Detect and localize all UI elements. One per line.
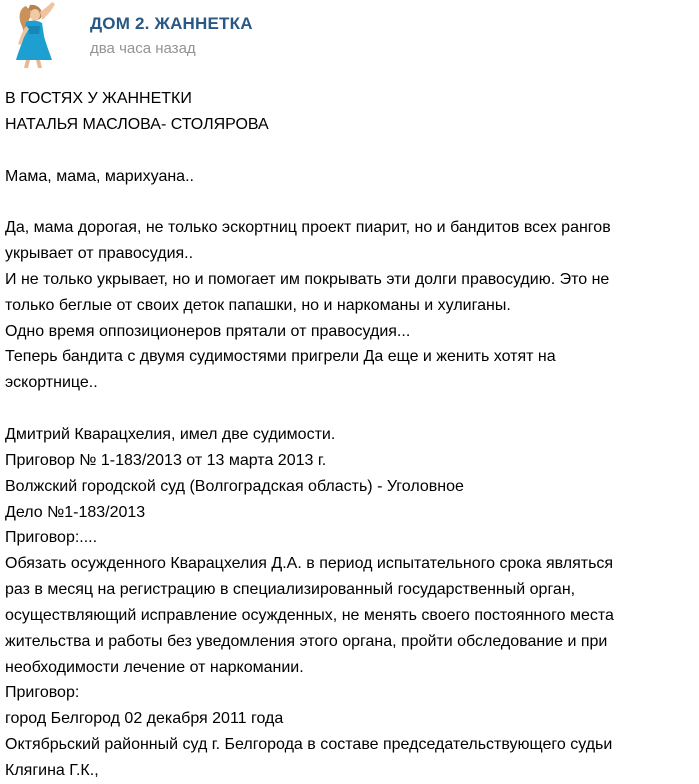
text-line: Обязать осужденного Кварацхелия Д.А. в период испытательного срока являться	[5, 555, 614, 573]
text-line: необходимости лечение от наркомании.	[5, 658, 304, 676]
text-line: Волжский городской суд (Волгоградская область) - Уголовное	[5, 477, 464, 495]
text-line: эскортнице..	[5, 374, 98, 392]
text-line: Октябрьский районный суд г. Белгорода в составе председательствующего судьи	[5, 736, 613, 754]
text-line: НАТАЛЬЯ МАСЛОВА- СТОЛЯРОВА	[5, 115, 269, 133]
text-line: Приговор № 1-183/2013 от 13 марта 2013 г.	[5, 451, 327, 469]
author-name[interactable]: ДОМ 2. ЖАННЕТКА	[90, 14, 253, 33]
avatar[interactable]	[2, 2, 62, 70]
text-line: Да, мама дорогая, не только эскортниц проект пиарит, но и бандитов всех рангов	[5, 219, 611, 237]
text-line: Теперь бандита с двумя судимостями пригрели Да еще и женить хотят на	[5, 348, 556, 366]
text-line: город Белгород 02 декабря 2011 года	[5, 710, 284, 728]
text-line: И не только укрывает, но и помогает им покрывать эти долги правосудию. Это не	[5, 270, 610, 288]
text-line: Дело №1-183/2013	[5, 503, 146, 521]
text-line: осуществляющий исправление осужденных, не менять своего постоянного места	[5, 606, 614, 624]
text-line: жительства и работы без уведомления этого органа, пройти обследование и при	[5, 632, 608, 650]
text-line: Приговор:	[5, 684, 80, 702]
text-line: Приговор:....	[5, 529, 98, 547]
blank-line	[5, 396, 695, 422]
text-line: Дмитрий Кварацхелия, имел две судимости.	[5, 425, 336, 443]
text-line: В ГОСТЯХ У ЖАННЕТКИ	[5, 90, 192, 107]
text-line: только беглые от своих деток папашки, но и наркоманы и хулиганы.	[5, 296, 511, 314]
text-line: укрывает от правосудия..	[5, 245, 194, 263]
text-line: Клягина Г.К.,	[5, 761, 99, 779]
blank-line	[5, 138, 695, 164]
text-line: Одно время оппозиционеров прятали от правосудия...	[5, 322, 411, 340]
post-header	[0, 0, 699, 76]
text-line: Мама, мама, марихуана..	[5, 167, 194, 185]
post-text	[5, 86, 695, 784]
text-line: раз в месяц на регистрацию в специализированный государственный орган,	[5, 581, 576, 599]
blank-line	[5, 189, 695, 215]
post-time[interactable]: два часа назад	[90, 40, 196, 57]
